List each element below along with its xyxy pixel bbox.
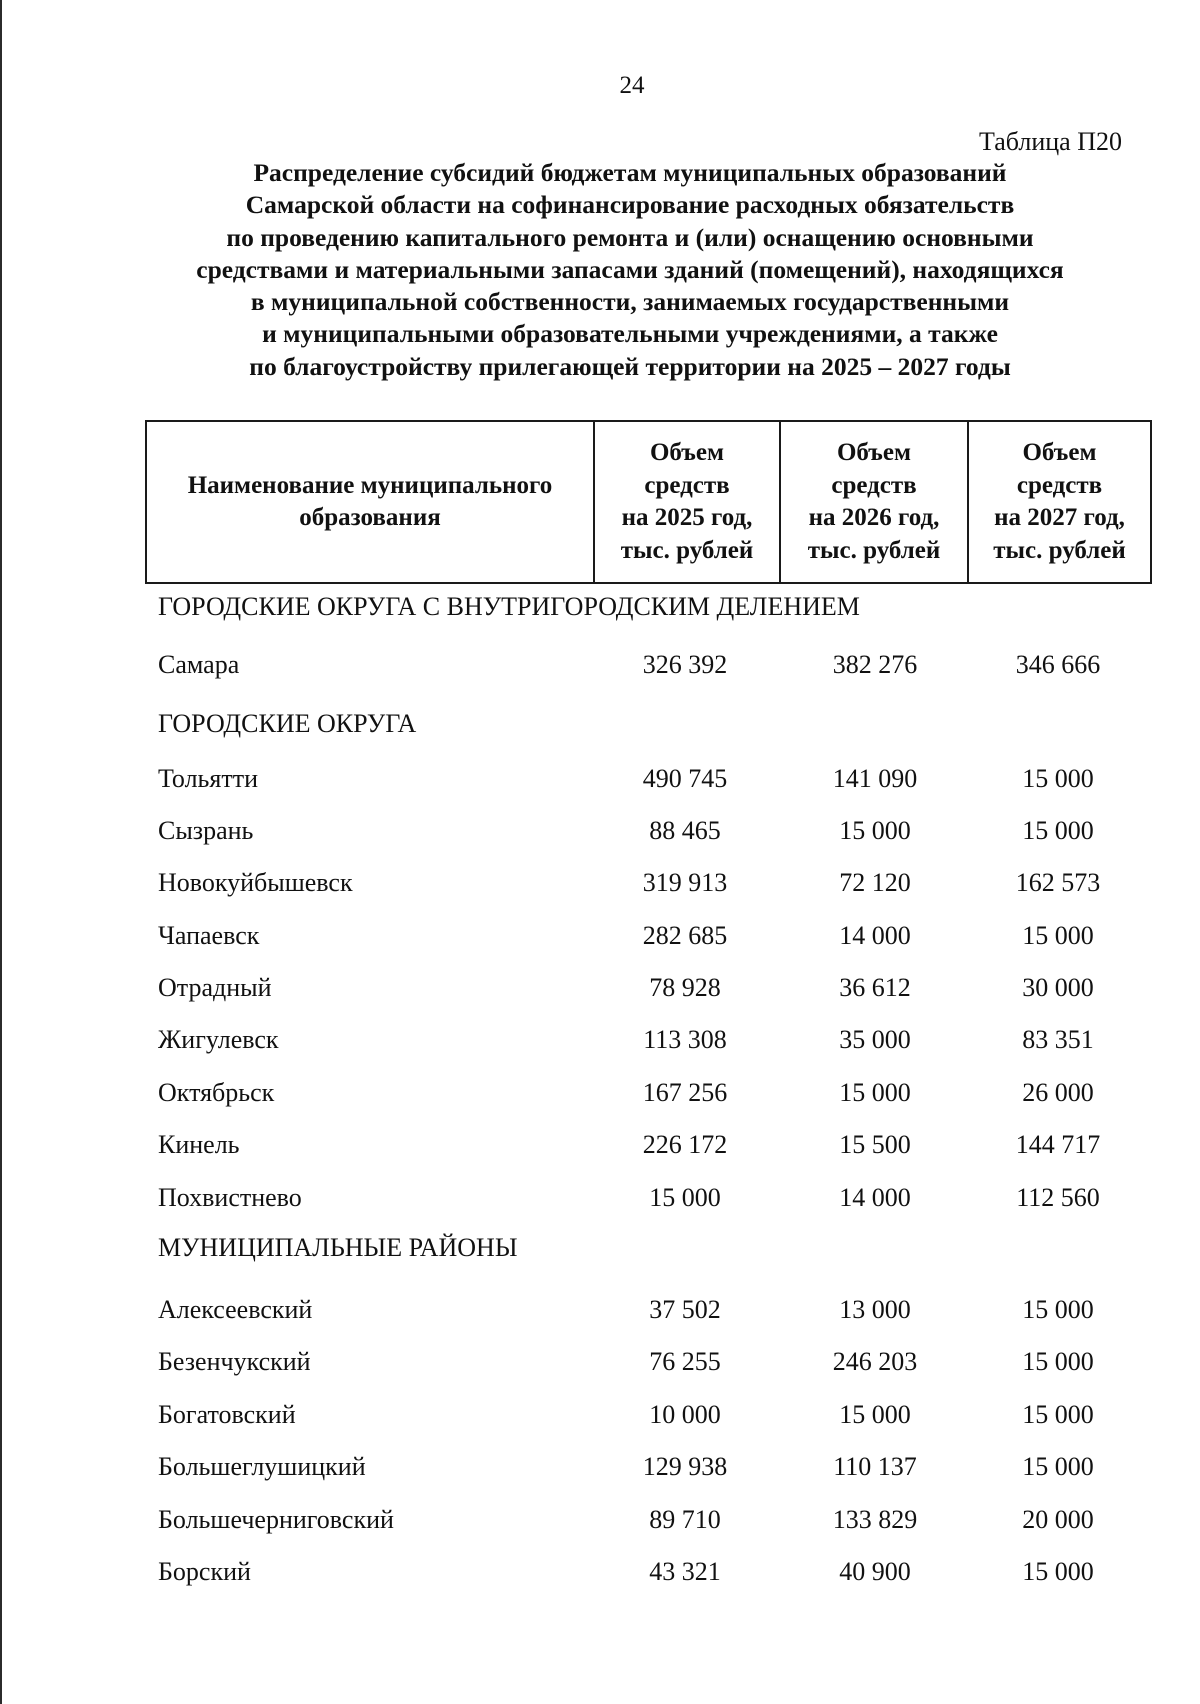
header-text: средств (644, 471, 730, 499)
value-2026: 382 276 (832, 650, 918, 679)
value-2025: 319 913 (642, 868, 728, 897)
title-line: и муниципальными образовательными учреждениями, а также (262, 319, 998, 349)
header-text: Объем (836, 439, 912, 466)
value-2026: 72 120 (839, 868, 911, 897)
value-2027: 26 000 (1022, 1078, 1094, 1107)
value-2027: 30 000 (1022, 973, 1094, 1002)
section-title: ГОРОДСКИЕ ОКРУГА С ВНУТРИГОРОДСКИМ ДЕЛЕНИЕМ (158, 592, 860, 621)
value-2027: 15 000 (1022, 1557, 1094, 1586)
value-2027: 20 000 (1022, 1505, 1094, 1534)
header-2025-column (594, 421, 780, 583)
value-2025: 113 308 (643, 1025, 727, 1054)
row-name: Богатовский (158, 1400, 296, 1429)
scan-edge (0, 0, 2, 1704)
header-text: Объем (1022, 439, 1097, 466)
row-name: Борский (158, 1557, 251, 1586)
section-title: МУНИЦИПАЛЬНЫЕ РАЙОНЫ (158, 1233, 518, 1262)
value-2027: 15 000 (1022, 1347, 1094, 1376)
row-name: Тольятти (158, 764, 259, 793)
value-2027: 15 000 (1022, 764, 1094, 793)
header-text: тыс. рублей (807, 536, 941, 564)
row-name: Безенчукский (158, 1347, 311, 1376)
table-header (145, 420, 1152, 584)
value-2025: 88 465 (649, 816, 721, 845)
value-2025: 37 502 (649, 1295, 721, 1324)
value-2026: 15 500 (839, 1130, 911, 1159)
value-2026: 110 137 (833, 1452, 917, 1481)
value-2025: 282 685 (642, 921, 728, 950)
row-name: Самара (158, 650, 240, 679)
value-2026: 14 000 (839, 921, 911, 950)
value-2025: 15 000 (649, 1183, 721, 1212)
title-line: Самарской области на софинансирование расходных обязательств (245, 190, 1015, 220)
row-name: Похвистнево (158, 1183, 302, 1212)
value-2026: 40 900 (839, 1557, 911, 1586)
row-name: Сызрань (158, 816, 254, 845)
title-line: Распределение субсидий бюджетам муниципальных образований (253, 158, 1007, 187)
table-label: Таблица П20 (979, 127, 1122, 156)
value-2027: 112 560 (1016, 1183, 1100, 1212)
value-2027: 162 573 (1015, 868, 1101, 897)
value-2027: 15 000 (1022, 1452, 1094, 1481)
value-2026: 15 000 (839, 816, 911, 845)
header-text: средств (831, 471, 917, 499)
header-text: на 2025 год, (621, 504, 753, 531)
value-2027: 15 000 (1022, 1400, 1094, 1429)
row-name: Кинель (158, 1130, 240, 1159)
value-2027: 144 717 (1015, 1130, 1101, 1159)
header-name-column (146, 421, 594, 583)
value-2025: 490 745 (642, 764, 728, 793)
header-2026-column (780, 421, 968, 583)
title-line: средствами и материальными запасами зданий (помещений), находящихся (196, 254, 1064, 284)
value-2027: 346 666 (1015, 650, 1101, 679)
row-name: Алексеевский (158, 1295, 313, 1324)
header-text: Наименование муниципального (187, 471, 553, 499)
value-2026: 15 000 (839, 1078, 911, 1107)
row-name: Отрадный (158, 973, 272, 1002)
header-text: тыс. рублей (620, 536, 754, 564)
header-text: на 2026 год, (808, 504, 940, 531)
row-name: Большечерниговский (158, 1505, 394, 1534)
header-row (146, 421, 1151, 583)
title-line: в муниципальной собственности, занимаемых государственными (250, 287, 1010, 317)
value-2025: 129 938 (642, 1452, 728, 1481)
row-name: Октябрьск (158, 1078, 275, 1107)
row-name: Жигулевск (158, 1025, 279, 1054)
document-title (140, 157, 1120, 383)
value-2025: 76 255 (649, 1347, 721, 1376)
header-text: образования (299, 504, 441, 531)
value-2025: 89 710 (649, 1505, 721, 1534)
value-2025: 167 256 (642, 1078, 728, 1107)
row-name: Новокуйбышевск (158, 868, 353, 897)
value-2025: 43 321 (649, 1557, 721, 1586)
title-line: по проведению капитального ремонта и (или) оснащению основными (226, 222, 1034, 252)
value-2026: 13 000 (839, 1295, 911, 1324)
header-text: тыс. рублей (993, 536, 1126, 564)
header-2027-column (968, 421, 1151, 583)
row-name: Большеглушицкий (158, 1452, 366, 1481)
value-2026: 15 000 (839, 1400, 911, 1429)
header-text: Объем (649, 439, 725, 466)
value-2025: 78 928 (649, 973, 721, 1002)
value-2027: 15 000 (1022, 816, 1094, 845)
value-2025: 326 392 (642, 650, 728, 679)
value-2026: 36 612 (839, 973, 911, 1002)
value-2027: 83 351 (1022, 1025, 1094, 1054)
value-2026: 133 829 (832, 1505, 918, 1534)
header-text: средств (1016, 471, 1103, 499)
header-text: на 2027 год, (994, 504, 1125, 531)
value-2025: 10 000 (649, 1400, 721, 1429)
value-2026: 14 000 (839, 1183, 911, 1212)
row-name: Чапаевск (158, 921, 260, 950)
title-line: по благоустройству прилегающей территории на 2025 – 2027 годы (249, 351, 1011, 381)
value-2027: 15 000 (1022, 1295, 1094, 1324)
value-2026: 35 000 (839, 1025, 911, 1054)
section-title: ГОРОДСКИЕ ОКРУГА (158, 709, 417, 738)
value-2027: 15 000 (1022, 921, 1094, 950)
value-2026: 141 090 (832, 764, 918, 793)
value-2025: 226 172 (642, 1130, 728, 1159)
page-number: 24 (619, 72, 645, 99)
value-2026: 246 203 (832, 1347, 918, 1376)
